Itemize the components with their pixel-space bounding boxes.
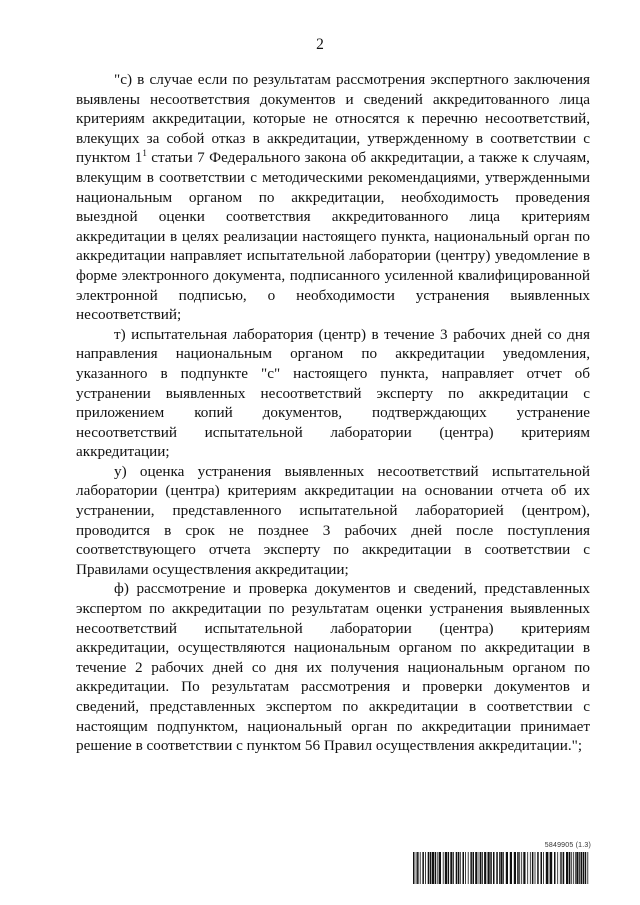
paragraph-s-text-cont: статьи 7 Федерального закона об аккредитации, а также к случаям, влекущим в соответствии с методическими рекомендациями, утвержденными национальным органом по аккредитации, необходимость проведения выездной оценки соответствия аккредитованного лица критериям аккредитации в целях реализации настоящего пункта, национальный орган по аккредитации направляет испытательной лаборатории (центру) уведомление в форме электронного документа, подписанного усиленной квалифицированной электронной подписью, о необходимости устранения выявленных несоответствий; <box>76 149 590 324</box>
paragraph-s-text: "с) в случае если по результатам рассмотрения экспертного заключения выявлены несоответствия документов и сведений аккредитованного лица критериям аккредитации, которые не относятся к перечню несоответствий, влекущих за собой отказ в аккредитации, утвержденному в соответствии с пунктом 1 <box>76 71 590 167</box>
footnote-superscript: 1 <box>142 148 147 159</box>
paragraph-t: т) испытательная лаборатория (центр) в течение 3 рабочих дней со дня направления национальным органом по аккредитации уведомления, указанного в подпункте "с" настоящего пункта, направляет отчет об устранении выявленных несоответствий эксперту по аккредитации с приложением копий документов, подтверждающих устранение несоответствий испытательной лаборатории (центра) критериям аккредитации; <box>76 325 590 461</box>
paragraph-f: ф) рассмотрение и проверка документов и сведений, представленных экспертом по аккредитации по результатам оценки устранения выявленных несоответствий испытательной лаборатории (центра) критериям аккредитации, осуществляются национальным органом по аккредитации в течение 2 рабочих дней со дня их получения национальным органом по аккредитации. По результатам рассмотрения и проверки документов и сведений, представленных экспертом по аккредитации в соответствии с настоящим подпунктом, национальный орган по аккредитации принимает решение в соответствии с пунктом 56 Правил осуществления аккредитации."; <box>76 580 590 755</box>
barcode-code: 5849905 (1.3) <box>544 842 591 849</box>
barcode-icon <box>413 852 591 884</box>
paragraph-u: у) оценка устранения выявленных несоответствий испытательной лаборатории (центра) критериям аккредитации на основании отчета об их устранении, представленного испытательной лабораторией (центром), проводится в срок не позднее 3 рабочих дней после поступления соответствующего отчета эксперту по аккредитации в соответствии с Правилами осуществления аккредитации; <box>76 462 590 578</box>
page-number: 2 <box>316 36 324 53</box>
document-barcode <box>413 842 591 886</box>
paragraph-s <box>76 70 590 325</box>
document-body <box>76 70 590 756</box>
